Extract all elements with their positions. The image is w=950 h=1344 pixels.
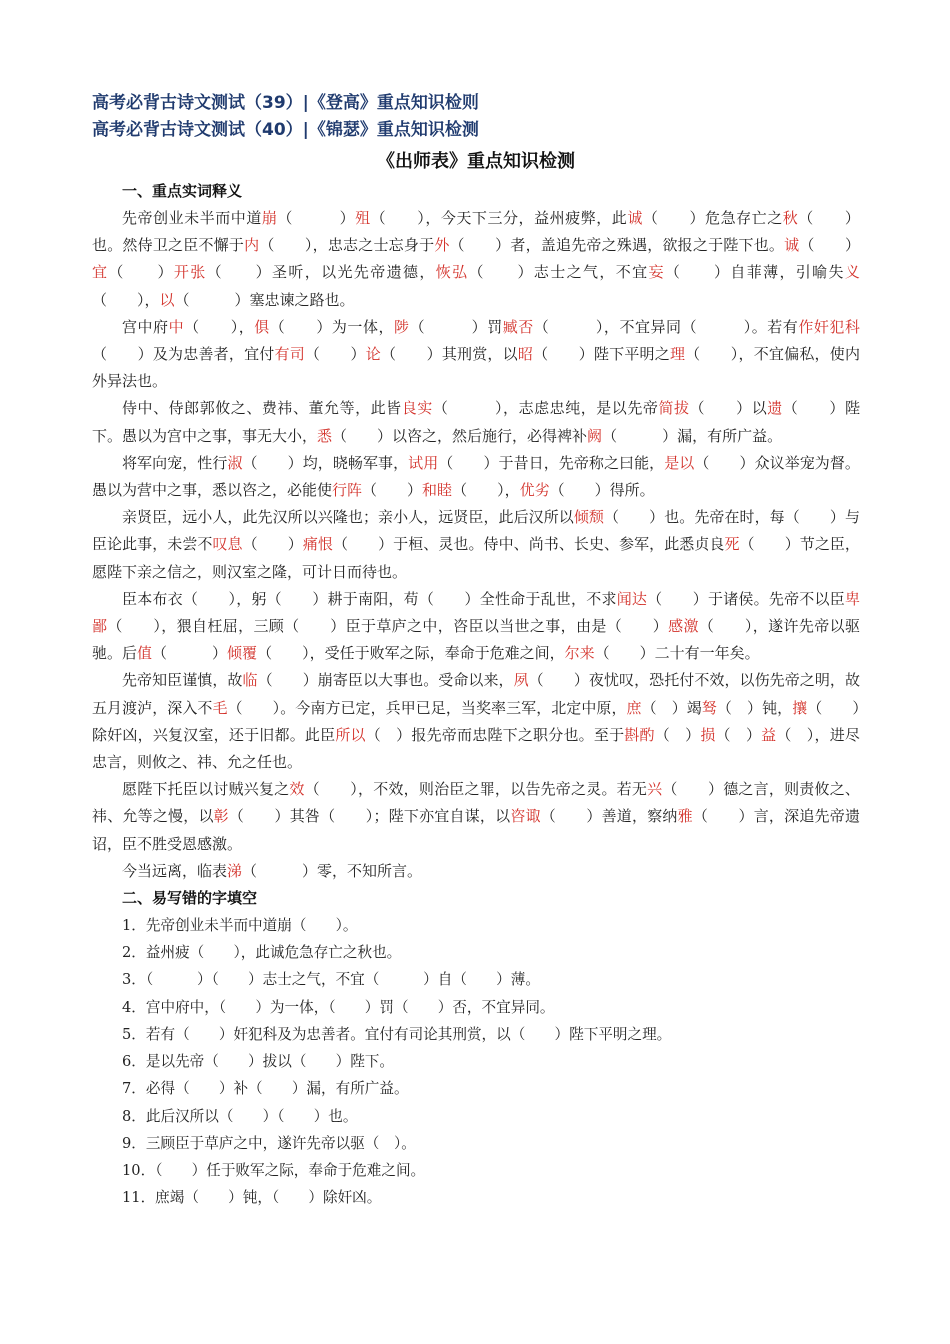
- passage-paragraph: [92, 314, 860, 396]
- fill-blank-item: 7．必得（ ）补（ ）漏，有所广益。: [122, 1080, 409, 1098]
- key-word: 斟酌: [624, 725, 655, 744]
- key-word: 驽: [701, 698, 717, 717]
- fill-blank-item: 1．先帝创业未半而中道崩（ ）。: [122, 917, 358, 935]
- passage-text: 今当远离，临表: [122, 861, 228, 880]
- key-word: 妄: [648, 263, 665, 282]
- key-word: 益: [761, 725, 777, 744]
- passage-text: （ ）危急存亡之: [642, 209, 783, 227]
- section-heading-fill-blanks: 二、易写错的字填空: [122, 889, 258, 908]
- passage-text: （ ）其刑赏，以: [380, 345, 518, 364]
- passage-text: （ ）及为忠善者，宜付: [92, 345, 275, 364]
- passage-text: （ ）: [799, 236, 860, 255]
- fill-blank-item: 9．三顾臣于草庐之中，遂许先帝以驱（ ）。: [122, 1134, 416, 1152]
- passage-text: （ ），猥自枉屈，三顾（ ）臣于草庐之中，咨臣以当世之事，由是（ ）: [107, 617, 669, 636]
- passage-text: （ ）夜忧叹，恐托付不效，以伤先帝之明，故五月渡泸，深入不: [92, 671, 860, 717]
- passage-text: 宫中府: [122, 317, 169, 336]
- passage-text: 先帝创业未半而中道: [122, 209, 262, 227]
- key-word: 阙: [587, 426, 603, 445]
- key-word: 宜: [92, 263, 109, 282]
- passage-paragraph: [92, 586, 860, 668]
- key-word: 臧否: [502, 317, 534, 336]
- key-word: 理: [669, 345, 686, 364]
- passage-text: （ ）陛下平明之: [533, 345, 670, 364]
- related-link-39[interactable]: 高考必背古诗文测试（39）|《登高》重点知识检则: [92, 93, 479, 113]
- passage-text: （ ）: [242, 535, 303, 554]
- passage-text: （ ），不宜偏私，使内外异法也。: [92, 345, 860, 391]
- passage-text: （ ）其咎（ ）；陛下亦宜自谋，以: [228, 807, 511, 826]
- passage-text: （ ）罚: [409, 317, 503, 336]
- key-word: 毛: [212, 698, 228, 717]
- passage-paragraph: [92, 667, 860, 776]
- key-word: 开张: [173, 263, 207, 282]
- key-word: 叹息: [212, 535, 243, 554]
- passage-paragraph: [92, 450, 860, 504]
- passage-text: （ ）: [362, 481, 423, 500]
- key-word: 痛恨: [302, 535, 333, 554]
- key-word: 彰: [213, 807, 229, 826]
- passage-text: （ ），: [184, 317, 255, 336]
- key-word: 试用: [408, 453, 439, 472]
- passage-text: （ ），不效，则治臣之罪，以告先帝之灵。若无: [304, 780, 648, 799]
- key-word: 义: [844, 263, 860, 282]
- fill-blank-item: 11．庶竭（ ）钝，（ ）除奸凶。: [122, 1189, 382, 1207]
- key-word: 有司: [274, 345, 305, 364]
- passage-text: （ ）均，晓畅军事，: [242, 453, 409, 472]
- fill-blank-item: 5．若有（ ）奸犯科及为忠善者。宜付有司论其刑赏，以（ ）陛下平明之理。: [122, 1025, 672, 1043]
- passage-paragraph: [92, 205, 860, 314]
- passage-text: （ ）善道，察纳: [540, 807, 678, 826]
- key-word: 遗: [767, 399, 783, 418]
- passage-text: （ ）: [152, 644, 228, 663]
- key-word: 咨诹: [510, 807, 541, 826]
- passage-text: （ ）于诸侯。先帝不以臣: [647, 589, 845, 608]
- key-word: 损: [700, 725, 716, 744]
- key-word: 优劣: [519, 481, 550, 500]
- passage-text: （ ）报先帝而忠陛下之职分也。至于: [365, 725, 625, 744]
- key-word: 效: [289, 780, 305, 799]
- key-word: 淑: [227, 453, 243, 472]
- key-word: 闻达: [616, 589, 648, 608]
- passage-text: （ ）志士之气，不宜: [468, 263, 649, 282]
- key-word: 临: [242, 671, 258, 690]
- passage-text: （ ）崩寄臣以大事也。受命以来，: [257, 671, 514, 690]
- fill-blank-item: 3．（ ）（ ）志士之气，不宜（ ）自（ ）薄。: [122, 971, 540, 989]
- passage-paragraph: [92, 858, 860, 885]
- passage-text: （ ），不宜异同（ ）。若有: [533, 317, 799, 336]
- key-word: 简拔: [658, 399, 690, 418]
- key-word: 涕: [227, 861, 243, 880]
- passage-text: （ ）以: [689, 399, 768, 418]
- key-word: 所以: [335, 725, 366, 744]
- key-word: 和睦: [422, 481, 453, 500]
- fill-blank-list: [92, 912, 860, 1211]
- passage-text: （ ）德之言，则责攸之、祎、允等之慢，以: [92, 780, 860, 826]
- passage-text: （ ），进尽忠言，则攸之、祎、允之任也。: [92, 725, 860, 772]
- passage-text: （ ），: [92, 290, 160, 309]
- passage-text: （ ）陛下。愚以为宫中之事，事无大小，: [92, 399, 860, 445]
- passage-text: （ ）竭: [641, 698, 702, 717]
- fill-blank-item: 4．宫中府中，（ ）为一体，（ ）罚（ ）否，不宜异同。: [122, 998, 555, 1016]
- key-word: 以: [159, 290, 175, 309]
- passage-text: （ ），受任于败军之际，奉命于危难之间，: [257, 644, 565, 663]
- passage-text: 臣本布衣（ ），躬（ ）耕于南阳，苟（ ）全性命于乱世，不求: [122, 589, 617, 608]
- key-word: 卑鄙: [92, 589, 860, 636]
- key-word: 夙: [513, 671, 529, 690]
- key-word: 行阵: [332, 481, 363, 500]
- passage-text: （ ）。今南方已定，兵甲已足，当奖率三军，北定中原，: [227, 698, 627, 717]
- key-word: 论: [365, 345, 381, 364]
- key-word: 攘: [792, 698, 808, 717]
- passage-text: （ ）除奸凶，兴复汉室，还于旧都。此臣: [92, 698, 860, 744]
- key-word: 尔来: [564, 644, 595, 663]
- passage-text: （ ）于桓、灵也。侍中、尚书、长史、参军，此悉贞良: [332, 535, 725, 554]
- key-word: 外: [434, 236, 450, 255]
- passage-text: （ ），: [452, 481, 520, 500]
- passage-paragraph: [92, 395, 860, 449]
- passage-text: （ ）钝，: [716, 698, 793, 717]
- key-word: 中: [168, 317, 185, 336]
- page-title: 《出师表》重点知识检测: [377, 151, 575, 172]
- passage-text: （ ）: [715, 725, 762, 744]
- key-word: 倾颓: [573, 508, 604, 527]
- key-word: 内: [244, 236, 260, 255]
- passage-text: 愿陛下托臣以讨贼兴复之: [122, 780, 290, 799]
- key-word: 诚: [627, 209, 643, 227]
- fill-blank-item: 6．是以先帝（ ）拔以（ ）陛下。: [122, 1053, 394, 1071]
- passage-text: 先帝知臣谨慎，故: [122, 671, 243, 690]
- passage-text: （ ）二十有一年矣。: [594, 644, 760, 663]
- key-word: 昭: [517, 345, 534, 364]
- document-page: [92, 90, 860, 1211]
- passage-text: （ ）也。先帝在时，每（ ）与臣论此事，未尝不: [92, 508, 860, 554]
- passage-text: （ ）于昔日，先帝称之曰能，: [438, 453, 665, 472]
- key-word: 兴: [647, 780, 663, 799]
- passage-text: （ ）也。然侍卫之臣不懈于: [92, 209, 860, 255]
- key-word: 陟: [394, 317, 410, 336]
- passage-text: （ ）漏，有所广益。: [602, 426, 783, 445]
- key-word: 崩: [261, 209, 278, 227]
- fill-blank-item: 10．（ ）任于败军之际，奉命于危难之间。: [122, 1161, 426, 1179]
- key-word: 作奸犯科: [798, 317, 860, 336]
- passage-text: （ ）: [277, 209, 356, 227]
- passage-text: （ ）为一体，: [269, 317, 395, 336]
- key-word: 庶: [626, 698, 642, 717]
- key-word: 死: [724, 535, 740, 554]
- related-link-40[interactable]: 高考必背古诗文测试（40）|《锦瑟》重点知识检测: [92, 120, 479, 140]
- passage-text: （ ），今天下三分，益州疲弊，此: [370, 209, 628, 227]
- passage-text: （ ）得所。: [549, 481, 655, 500]
- key-word: 秋: [782, 209, 799, 227]
- key-word: 殂: [355, 209, 371, 227]
- fill-blank-item: 2．益州疲（ ），此诚危急存亡之秋也。: [122, 944, 402, 962]
- passage-text: （ ）者，盖追先帝之殊遇，欲报之于陛下也。: [449, 236, 785, 255]
- passage-text: （ ）圣听，以光先帝遗德，: [206, 263, 436, 282]
- passage-text: （ ）零，不知所言。: [242, 861, 423, 880]
- vocabulary-passage: [92, 205, 860, 885]
- passage-text: （ ）以咨之，然后施行，必得裨补: [332, 426, 588, 445]
- passage-text: （ ）自菲薄，引喻失: [664, 263, 845, 282]
- passage-text: （ ），遂许先帝以驱驰。后: [92, 617, 860, 663]
- passage-text: （ ）众议举宠为督。愚以为营中之事，悉以咨之，必能使: [92, 453, 860, 500]
- fill-blank-item: 8．此后汉所以（ ）（ ）也。: [122, 1107, 358, 1125]
- passage-text: （ ）: [304, 345, 366, 364]
- key-word: 悉: [317, 426, 333, 445]
- passage-text: 亲贤臣，远小人，此先汉所以兴隆也；亲小人，远贤臣，此后汉所以: [122, 508, 574, 527]
- key-word: 良实: [401, 399, 433, 418]
- section-heading-vocabulary: 一、重点实词释义: [122, 182, 243, 200]
- passage-text: 侍中、侍郎郭攸之、费祎、董允等，此皆: [122, 399, 402, 418]
- key-word: 诚: [784, 236, 800, 255]
- passage-text: （ ）言，深追先帝遗诏，臣不胜受恩感激。: [92, 807, 860, 853]
- key-word: 雅: [677, 807, 693, 826]
- passage-text: （ ）塞忠谏之路也。: [174, 290, 355, 309]
- key-word: 倾覆: [227, 644, 258, 663]
- passage-paragraph: [92, 776, 860, 858]
- passage-text: （ ）节之臣，愿陛下亲之信之，则汉室之隆，可计日而待也。: [92, 535, 860, 581]
- key-word: 恢弘: [435, 263, 469, 282]
- key-word: 是以: [664, 453, 695, 472]
- key-word: 俱: [254, 317, 270, 336]
- passage-text: （ ），志虑忠纯，是以先帝: [432, 399, 659, 418]
- key-word: 值: [137, 644, 153, 663]
- passage-text: 将军向宠，性行: [122, 453, 228, 472]
- passage-text: （ ），忠志之士忘身于: [259, 236, 435, 255]
- passage-paragraph: [92, 504, 860, 586]
- passage-text: （ ）: [108, 263, 174, 282]
- passage-text: （ ）: [654, 725, 701, 744]
- key-word: 感激: [668, 617, 699, 636]
